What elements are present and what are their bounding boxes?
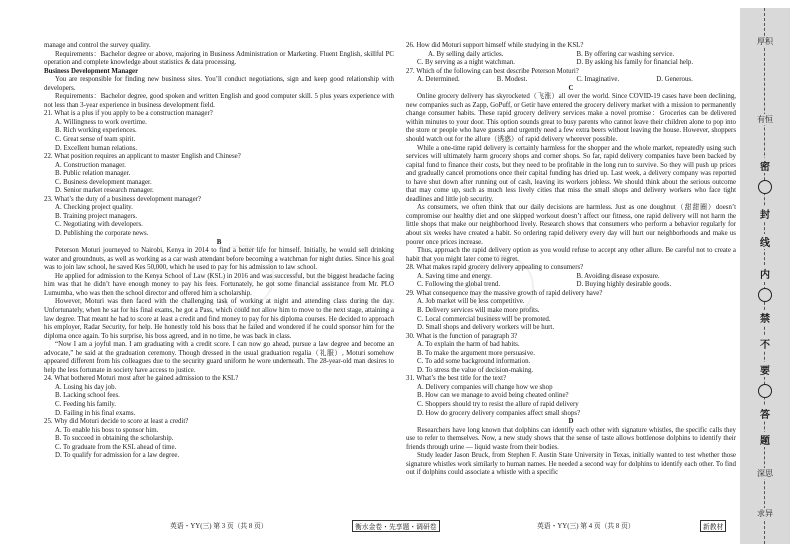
q28-option-b: B. Avoiding disease exposure. [576,272,660,280]
passage-c-paragraph-1: Online grocery delivery has skyrocketed（飞涨）all over the world. Since COVID-19 cases have been declining, new companies such as Zapp, GoPuff, or Getir have entered the grocery delivery market with a mission to permanently change consumer habits. These rapid grocery delivery services make a novel promise：Groceries can be delivered within minutes to your door. This option sounds great to busy parents who cannot leave their children alone to pop into the store or people who have guests and urgently need a few extra beers without leaving the house. However, shoppers should watch out for the allure（诱惑）of rapid delivery wherever possible. [406,93,736,144]
question-28: 28. What makes rapid grocery delivery appealing to consumers? [406,264,584,272]
left-line-20: B [216,238,222,246]
question-27: 27. Which of the following can best describe Peterson Moturi? [406,67,579,75]
passage-d-paragraph-2: Study leader Jason Bruck, from Stephen F. Austin State University in Texas, initially wanted to test whether those signature whistles work similarly to human names. He needed a second way for dolphins to identify each other. To find out if dolphins could associate a whistle with a specific [406,452,736,477]
passage-d-paragraph-1: Researchers have long known that dolphins can identify each other with signature whistles, the specific calls they use to refer to themselves. Now, a new study shows that the sense of taste allows bottlenose dolphins to identify their friends through urine — liquid waste from their bodies. [406,426,736,451]
strip-label-top: 厚积 [754,36,776,47]
left-line-13: C. Business development manager. [55,178,152,186]
seal-char-1: 密 [754,158,776,173]
question-29: 29. What consequence may the massive growth of rapid delivery have? [406,289,603,297]
q27-option-d: D. Generous. [656,76,693,84]
left-line-27: B. Lacking school fees. [55,392,120,400]
q26-option-d: D. By asking his family for financial help. [576,59,694,67]
binding-strip [740,8,790,544]
question-31: 31. What’s the best title for the text? [406,375,507,383]
left-line-23: However, Moturi was then faced with the challenging task of working at night and attending class during the day. Unfortunately, when he sat for his final exams, he got a Pass, which could not allow him to move to the next stage, attaining a law degree. That meant he had to score at least a credit and find money to pay for his diploma courses. He decided to approach his employer, Radar Security, for help. He honestly told his boss that he failed and wondered if he could sponsor him for the diploma once again. To his surprise, his boss agreed, and in no time, he was back in class. [44,298,394,340]
left-line-17: B. Training project managers. [55,212,138,220]
q26-option-b: B. By offering car washing service. [576,50,675,58]
q29-option-c: C. Local commercial business will be promoted. [417,315,551,323]
q31-option-d: D. How do grocery delivery companies affect small shops? [417,409,581,417]
left-line-2: Business Development Manager [44,67,139,75]
left-line-5: 21. What is a plus if you apply to be a construction manager? [44,110,213,118]
left-line-15: 23. What’s the duty of a business development manager? [44,195,201,203]
right-page-column [406,42,736,478]
q27-option-c: C. Imaginative. [576,76,620,84]
seal-char-6: 不 [754,336,776,351]
passage-c-paragraph-4: Thus, approach the rapid delivery option as you would refuse to accept any other allure. Be careful not to create a habit that you might later come to regret. [406,247,736,263]
left-line-33: C. To graduate from the KSL ahead of time. [55,443,177,451]
strip-label-bottom-2: 求异 [754,508,776,519]
q28-option-d: D. Buying highly desirable goods. [576,281,672,289]
footer-badge: 新教材 [700,520,726,532]
seal-circle-icon [758,384,772,398]
passage-c-paragraph-2: While a one-time rapid delivery is certainly harmless for the shopper and the whole market, repeatedly using such services will ultimately harm grocery shops and corner shops. So far, rapid delivery companies have been backed by capital fund to finance their costs, but they need to be profitable in the long run to survive. So they will push up prices and gradually cancel promotions once their capital funding has dried up. Last week, a delivery company was reported to have shut down after running out of cash, leaving its workers jobless. We should think about the serious outcome that may come up, such as much less lively cities that miss the small shops and delivery workers who face tight deadlines and little job security. [406,144,736,203]
q30-option-b: B. To make the argument more persuasive. [417,349,535,357]
q31-option-b: B. How can we manage to avoid being cheated online? [417,392,569,400]
section-d-heading: D [568,418,574,426]
left-line-26: A. Losing his day job. [55,383,117,391]
q31-option-c: C. Shoppers should try to resist the allure of rapid delivery [417,400,579,408]
left-line-3: You are responsible for finding new business sites. You’ll conduct negotiations, sign and keep good relationship with developers. [44,76,394,92]
question-30: 30. What is the function of paragraph 3? [406,332,518,340]
left-line-11: A. Construction manager. [55,161,126,169]
left-line-28: C. Feeding his family. [55,400,117,408]
left-line-6: A. Willingness to work overtime. [55,118,147,126]
q28-option-c: C. Following the global trend. [417,281,501,289]
footer-left-page-number: 英语・YY(三) 第 3 页（共 8 页） [170,523,268,530]
q30-option-a: A. To explain the harm of bad habits. [417,341,520,349]
q31-option-a: A. Delivery companies will change how we shop [417,383,553,391]
left-line-25: 24. What bothered Moturi most after he gained admission to the KSL? [44,375,239,383]
left-line-7: B. Rich working experiences. [55,127,137,135]
seal-circle-icon [758,180,772,194]
question-26: 26. How did Moturi support himself while studying in the KSL? [406,42,584,49]
seal-char-7: 要 [754,362,776,377]
seal-char-8: 答 [754,406,776,421]
left-line-0: manage and control the survey quality. [44,42,151,49]
footer-center-label: 衡水金卷・先享题・调研卷 [352,520,440,532]
left-line-34: D. To qualify for admission for a law degree. [55,452,180,460]
left-line-9: D. Excellent human relations. [55,144,138,152]
q30-option-c: C. To add some background information. [417,358,531,366]
q29-option-d: D. Small shops and delivery workers will be hurt. [417,324,555,332]
section-c-heading: C [568,84,574,92]
left-line-19: D. Publishing the corporate news. [55,230,149,238]
left-line-22: He applied for admission to the Kenya School of Law (KSL) in 2016 and was successful, but the biggest headache facing him was that he didn’t have enough money to pay his fees. Fortunately, he got some financial assistance from Mr. PLO Lumumba, who was then the school director and offered him a scholarship. [44,272,394,297]
left-line-10: 22. What position requires an applicant to master English and Chinese? [44,153,241,161]
seal-char-9: 题 [754,432,776,447]
left-line-31: A. To enable his boss to sponsor him. [55,426,159,434]
left-line-1: Requirements：Bachelor degree or above, majoring in Business Administration or Marketing. Fluent English, skillful PC operation and complete knowledge about statistics & data processing. [44,50,394,67]
seal-circle-icon [758,288,772,302]
left-line-16: A. Checking project quality. [55,204,133,212]
left-page-column [44,42,394,461]
seal-char-5: 禁 [754,310,776,325]
seal-char-4: 内 [754,266,776,281]
strip-label-mid: 有恒 [754,114,776,125]
footer-right-page-number: 英语・YY(三) 第 4 页（共 8 页） [537,523,635,530]
strip-label-bottom-1: 深思 [754,468,776,479]
q29-option-a: A. Job market will be less competitive. [417,298,525,306]
seal-char-3: 线 [754,234,776,249]
q26-option-c: C. By serving as a night watchman. [417,59,515,67]
passage-c-paragraph-3: As consumers, we often think that our daily decisions are harmless. Just as one doughnut（甜甜圈）doesn’t compromise our healthy diet and one skipped workout doesn’t affect our fitness, one rapid delivery will not harm the little shops that make our neighborhood lively. Research shows that consumers who perform a behavior regularly for about six weeks have created a habit. So ordering rapid delivery every day will hurt our neighborhoods and make us poorer once prices increase. [406,204,736,246]
left-line-14: D. Senior market research manager. [55,187,154,195]
seal-char-2: 封 [754,206,776,221]
left-line-4: Requirements：Bachelor degree, good spoken and written English and good computer skill. 5 plus years experience with not less than 3-year experience in business development field. [44,93,394,109]
left-line-18: C. Negotiating with developers. [55,221,143,229]
left-line-24: “Now I am a joyful man. I am graduating with a credit score. I can now go ahead, pursue a law degree and become an advocate,” he said at the graduation ceremony. Though dressed in the usual graduation regalia（礼服）, Moturi somehow appeared different from his colleagues due to the security guard uniform he wore underneath. The 28-year-old man desires to help the less fortunate in society have access to justice. [44,341,394,374]
q28-option-a: A. Saving time and energy. [417,272,492,280]
left-line-8: C. Great sense of team spirit. [55,136,136,144]
q29-option-b: B. Delivery services will make more profits. [417,306,540,314]
left-line-21: Peterson Moturi journeyed to Nairobi, Kenya in 2014 to find a better life for himself. Initially, he would sell drinking water and groundnuts, as well as working as a car wash attendant before becoming a watchman for night duties. Since his goal was to join law school, he saved Kes 50,000, which he used to pay for his admission to law school. [44,247,394,272]
q27-option-b: B. Modest. [496,76,528,84]
q30-option-d: D. To stress the value of decision-making. [417,366,534,374]
q27-option-a: A. Determined. [417,76,460,84]
q26-option-a: A. By selling daily articles. [428,50,504,58]
left-line-30: 25. Why did Moturi decide to score at least a credit? [44,418,189,426]
left-line-29: D. Failing in his final exams. [55,409,136,417]
left-line-12: B. Public relation manager. [55,170,131,178]
left-line-32: B. To succeed in obtaining the scholarship. [55,435,174,443]
